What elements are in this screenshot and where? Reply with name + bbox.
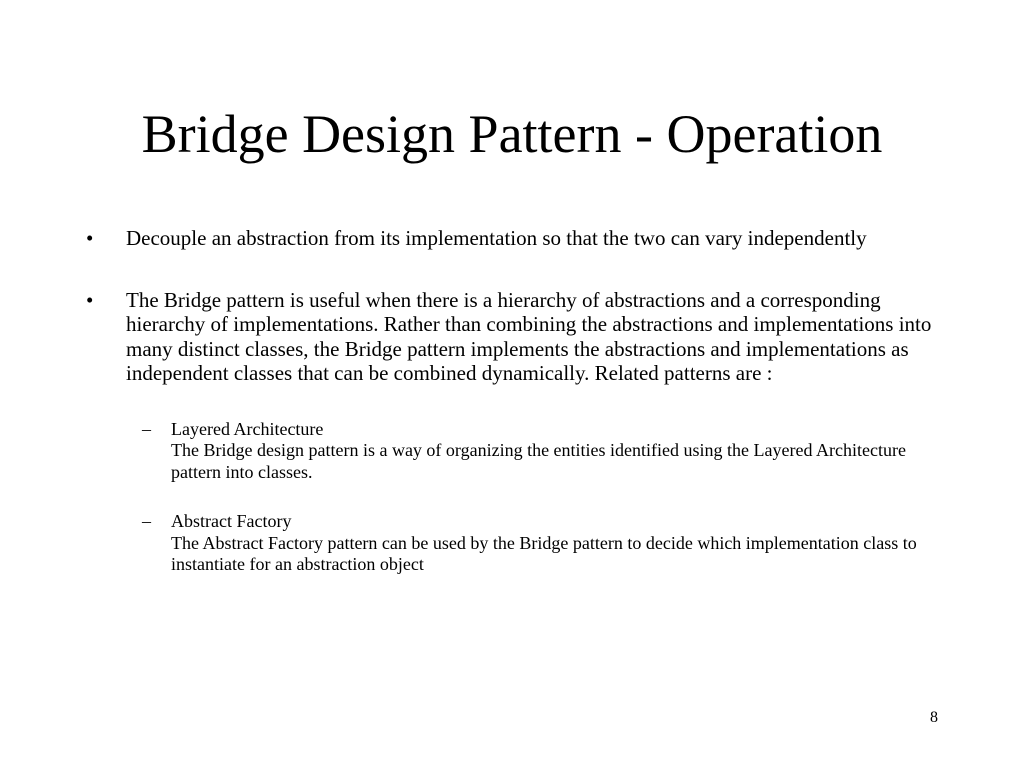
sub-bullet-text: The Bridge design pattern is a way of organizing the entities identified using the Layered Architecture pattern into classes. (171, 440, 906, 482)
sub-bullet-layered-architecture (142, 418, 956, 484)
bullet-usefulness (86, 288, 956, 386)
bullet-marker: • (86, 226, 94, 250)
bullet-decouple (86, 226, 956, 251)
page-number: 8 (930, 709, 938, 726)
sub-bullet-marker: – (142, 418, 151, 439)
slide-title: Bridge Design Pattern - Operation (141, 104, 883, 164)
bullet-text: The Bridge pattern is useful when there is a hierarchy of abstractions and a corresponding hierarchy of implementations. Rather than combining the abstractions and implementations into many distinct classes, the Bridge pattern implements the abstractions and implementations as independent classes that can be combined dynamically. Related patterns are : (126, 287, 932, 385)
sub-bullet-heading: Layered Architecture (171, 418, 324, 439)
slide-body (86, 226, 956, 576)
sub-bullet-marker: – (142, 511, 151, 531)
sub-bullet-abstract-factory (142, 511, 956, 576)
bullet-marker: • (86, 287, 94, 312)
sub-bullet-heading: Abstract Factory (171, 511, 292, 531)
bullet-text: Decouple an abstraction from its implementation so that the two can vary independently (126, 226, 867, 250)
sub-bullet-text: The Abstract Factory pattern can be used by the Bridge pattern to decide which implementation class to instantiate for an abstraction object (171, 532, 917, 574)
